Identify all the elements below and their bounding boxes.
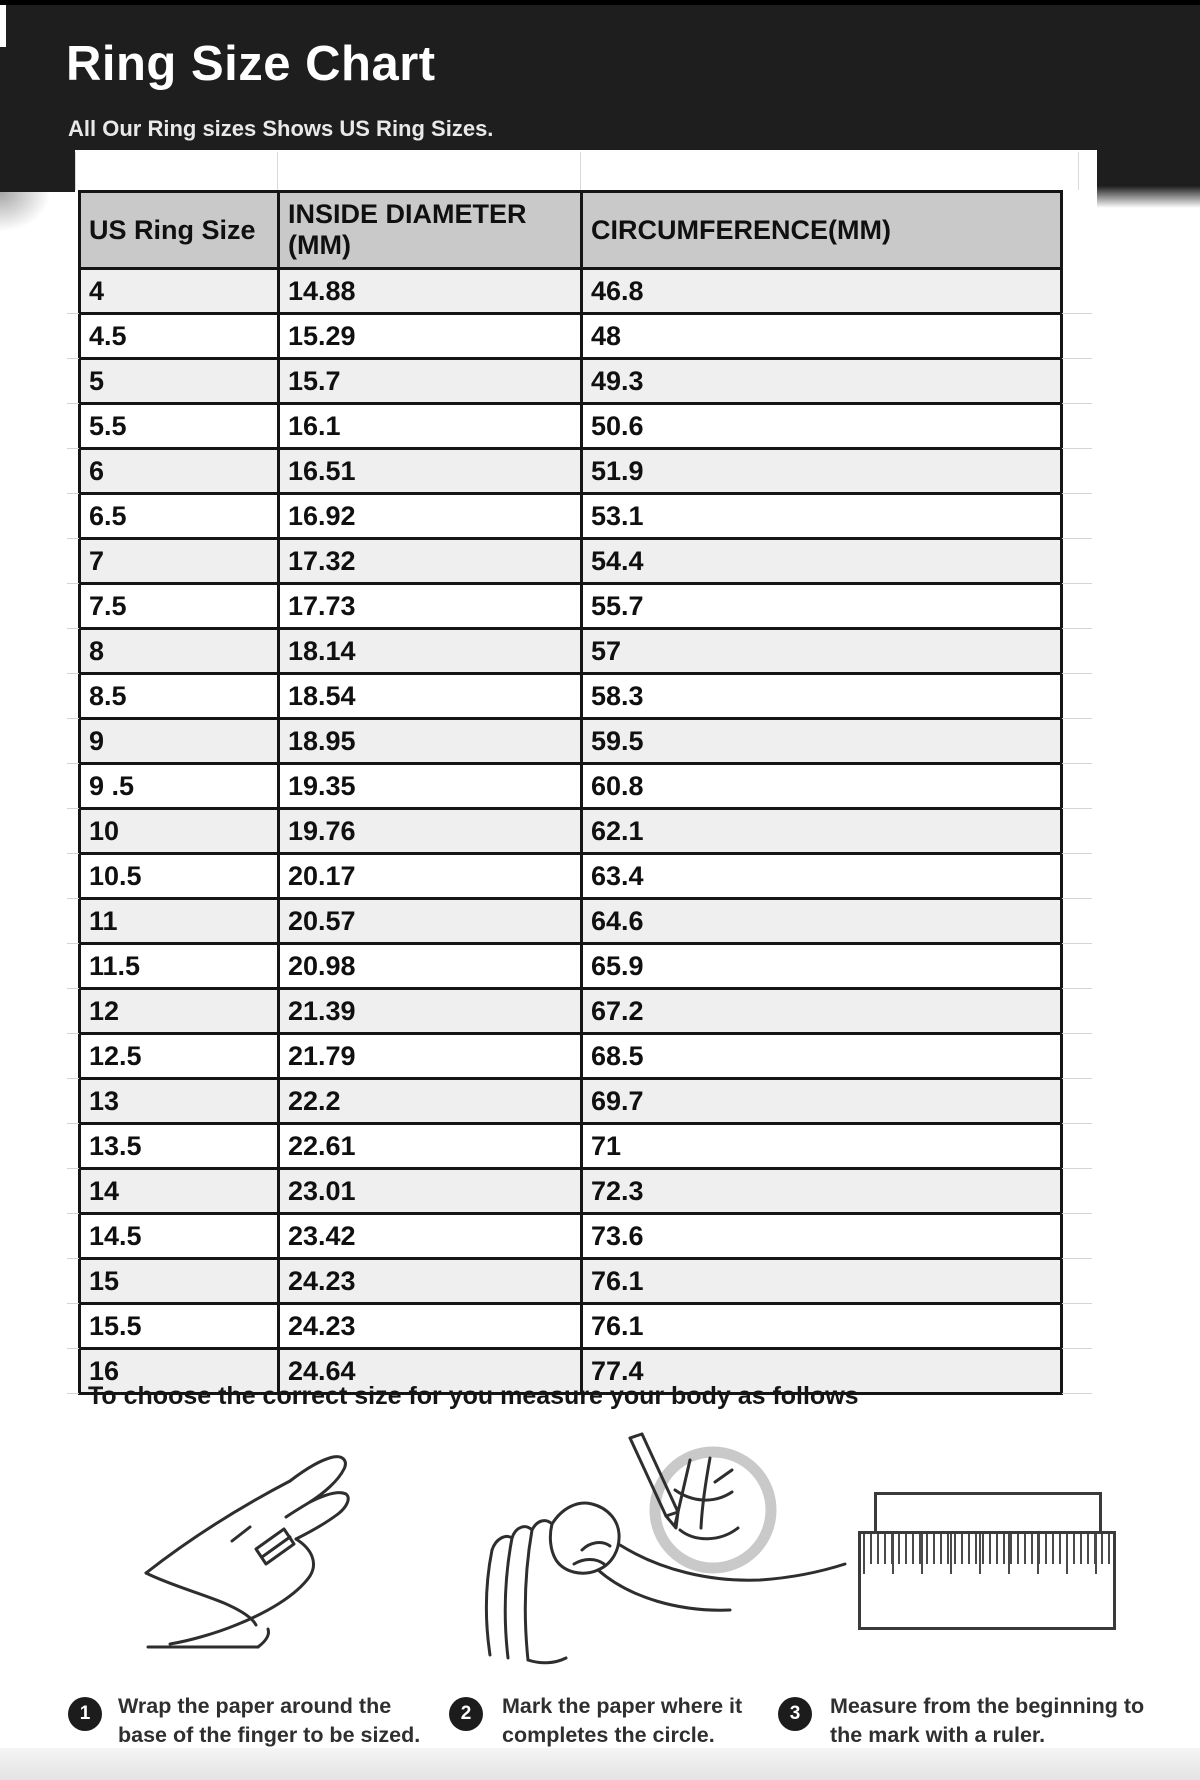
size-table-wrap bbox=[78, 190, 1060, 1395]
table-cell: 24.23 bbox=[279, 1259, 582, 1304]
table-cell: 7.5 bbox=[80, 584, 279, 629]
table-cell: 7 bbox=[80, 539, 279, 584]
table-row bbox=[80, 1169, 1062, 1214]
table-cell: 46.8 bbox=[582, 269, 1062, 314]
table-cell: 4 bbox=[80, 269, 279, 314]
table-cell: 24.64 bbox=[279, 1349, 582, 1394]
table-row bbox=[80, 989, 1062, 1034]
table-row bbox=[80, 539, 1062, 584]
table-cell: 14.88 bbox=[279, 269, 582, 314]
table-cell: 19.76 bbox=[279, 809, 582, 854]
table-cell: 55.7 bbox=[582, 584, 1062, 629]
table-row bbox=[80, 1214, 1062, 1259]
table-cell: 19.35 bbox=[279, 764, 582, 809]
grid-line bbox=[277, 152, 278, 190]
table-cell: 58.3 bbox=[582, 674, 1062, 719]
table-cell: 6 bbox=[80, 449, 279, 494]
table-cell: 15.29 bbox=[279, 314, 582, 359]
table-row bbox=[80, 1079, 1062, 1124]
column-header: INSIDE DIAMETER (MM) bbox=[279, 192, 582, 269]
table-cell: 64.6 bbox=[582, 899, 1062, 944]
table-cell: 16 bbox=[80, 1349, 279, 1394]
table-cell: 73.6 bbox=[582, 1214, 1062, 1259]
table-cell: 16.51 bbox=[279, 449, 582, 494]
table-cell: 9 .5 bbox=[80, 764, 279, 809]
grid-line bbox=[580, 152, 581, 190]
hand-with-paper-illustration bbox=[140, 1445, 385, 1680]
table-cell: 11 bbox=[80, 899, 279, 944]
table-cell: 60.8 bbox=[582, 764, 1062, 809]
table-cell: 14 bbox=[80, 1169, 279, 1214]
table-cell: 57 bbox=[582, 629, 1062, 674]
table-cell: 6.5 bbox=[80, 494, 279, 539]
table-cell: 18.54 bbox=[279, 674, 582, 719]
table-cell: 16.92 bbox=[279, 494, 582, 539]
banner-corner-smudge bbox=[0, 192, 70, 244]
table-row bbox=[80, 674, 1062, 719]
table-row bbox=[80, 854, 1062, 899]
table-cell: 12 bbox=[80, 989, 279, 1034]
table-row bbox=[80, 314, 1062, 359]
table-cell: 13 bbox=[80, 1079, 279, 1124]
table-cell: 15.7 bbox=[279, 359, 582, 404]
table-row bbox=[80, 359, 1062, 404]
step-2-line-2: completes the circle. bbox=[502, 1723, 715, 1747]
ruler-illustration bbox=[858, 1492, 1124, 1638]
table-cell: 4.5 bbox=[80, 314, 279, 359]
measure-intro-text: To choose the correct size for you measure your body as follows bbox=[88, 1382, 859, 1410]
table-cell: 20.98 bbox=[279, 944, 582, 989]
step-1-text bbox=[118, 1692, 420, 1750]
table-cell: 8.5 bbox=[80, 674, 279, 719]
hands-marking-with-pen-icon bbox=[470, 1430, 900, 1685]
table-row bbox=[80, 629, 1062, 674]
table-row bbox=[80, 1259, 1062, 1304]
step-2-badge: 2 bbox=[449, 1697, 483, 1731]
banner-right-extension bbox=[1097, 150, 1200, 208]
column-header: US Ring Size bbox=[80, 192, 279, 269]
table-cell: 5.5 bbox=[80, 404, 279, 449]
table-cell: 15 bbox=[80, 1259, 279, 1304]
ruler-tall-ticks bbox=[863, 1534, 1111, 1574]
step-2-text bbox=[502, 1692, 742, 1750]
ruler-icon bbox=[858, 1531, 1116, 1630]
table-row bbox=[80, 404, 1062, 449]
table-cell: 17.73 bbox=[279, 584, 582, 629]
table-cell: 71 bbox=[582, 1124, 1062, 1169]
table-cell: 51.9 bbox=[582, 449, 1062, 494]
table-cell: 18.14 bbox=[279, 629, 582, 674]
step-3-badge: 3 bbox=[778, 1697, 812, 1731]
table-cell: 23.42 bbox=[279, 1214, 582, 1259]
table-cell: 21.79 bbox=[279, 1034, 582, 1079]
table-cell: 54.4 bbox=[582, 539, 1062, 584]
table-row bbox=[80, 1124, 1062, 1169]
page-title: Ring Size Chart bbox=[66, 37, 436, 91]
table-cell: 8 bbox=[80, 629, 279, 674]
table-cell: 49.3 bbox=[582, 359, 1062, 404]
table-cell: 11.5 bbox=[80, 944, 279, 989]
step-3-line-1: Measure from the beginning to bbox=[830, 1694, 1145, 1718]
ring-size-table bbox=[78, 190, 1063, 1395]
table-cell: 59.5 bbox=[582, 719, 1062, 764]
table-cell: 18.95 bbox=[279, 719, 582, 764]
column-header: CIRCUMFERENCE(MM) bbox=[582, 192, 1062, 269]
table-cell: 53.1 bbox=[582, 494, 1062, 539]
top-black-bar bbox=[0, 0, 1200, 5]
table-cell: 63.4 bbox=[582, 854, 1062, 899]
table-cell: 48 bbox=[582, 314, 1062, 359]
table-cell: 23.01 bbox=[279, 1169, 582, 1214]
table-cell: 69.7 bbox=[582, 1079, 1062, 1124]
step-1-line-2: base of the finger to be sized. bbox=[118, 1723, 421, 1747]
table-cell: 21.39 bbox=[279, 989, 582, 1034]
table-cell: 5 bbox=[80, 359, 279, 404]
table-cell: 72.3 bbox=[582, 1169, 1062, 1214]
table-row bbox=[80, 1034, 1062, 1079]
table-cell: 17.32 bbox=[279, 539, 582, 584]
banner-white-notch bbox=[0, 5, 6, 47]
magnifier-ring bbox=[655, 1452, 771, 1568]
table-cell: 14.5 bbox=[80, 1214, 279, 1259]
mark-paper-illustration bbox=[470, 1430, 900, 1685]
table-cell: 50.6 bbox=[582, 404, 1062, 449]
step-1-badge: 1 bbox=[68, 1697, 102, 1731]
table-row bbox=[80, 1304, 1062, 1349]
step-2-line-1: Mark the paper where it bbox=[502, 1694, 743, 1718]
table-cell: 67.2 bbox=[582, 989, 1062, 1034]
table-row bbox=[80, 719, 1062, 764]
table-row bbox=[80, 944, 1062, 989]
grid-line bbox=[1078, 152, 1079, 190]
footer-strip bbox=[0, 1748, 1200, 1780]
header-banner bbox=[0, 0, 1200, 150]
grid-line bbox=[75, 152, 76, 190]
table-row bbox=[80, 494, 1062, 539]
table-row bbox=[80, 584, 1062, 629]
table-cell: 12.5 bbox=[80, 1034, 279, 1079]
table-cell: 10.5 bbox=[80, 854, 279, 899]
step-3-text bbox=[830, 1692, 1144, 1750]
table-cell: 77.4 bbox=[582, 1349, 1062, 1394]
hand-with-paper-icon bbox=[140, 1445, 385, 1680]
table-cell: 20.17 bbox=[279, 854, 582, 899]
table-row bbox=[80, 809, 1062, 854]
table-cell: 76.1 bbox=[582, 1304, 1062, 1349]
table-cell: 16.1 bbox=[279, 404, 582, 449]
table-row bbox=[80, 269, 1062, 314]
table-row bbox=[80, 764, 1062, 809]
table-cell: 24.23 bbox=[279, 1304, 582, 1349]
table-cell: 68.5 bbox=[582, 1034, 1062, 1079]
table-row bbox=[80, 449, 1062, 494]
table-header-row bbox=[80, 192, 1062, 269]
step-3-line-2: the mark with a ruler. bbox=[830, 1723, 1046, 1747]
table-cell: 20.57 bbox=[279, 899, 582, 944]
table-cell: 62.1 bbox=[582, 809, 1062, 854]
table-body bbox=[80, 269, 1062, 1394]
table-cell: 22.2 bbox=[279, 1079, 582, 1124]
step-1-line-1: Wrap the paper around the bbox=[118, 1694, 392, 1718]
table-cell: 9 bbox=[80, 719, 279, 764]
banner-left-extension bbox=[0, 150, 75, 192]
table-cell: 15.5 bbox=[80, 1304, 279, 1349]
table-cell: 65.9 bbox=[582, 944, 1062, 989]
table-row bbox=[80, 899, 1062, 944]
table-cell: 13.5 bbox=[80, 1124, 279, 1169]
table-cell: 76.1 bbox=[582, 1259, 1062, 1304]
table-cell: 10 bbox=[80, 809, 279, 854]
table-cell: 22.61 bbox=[279, 1124, 582, 1169]
page-subtitle: All Our Ring sizes Shows US Ring Sizes. bbox=[68, 116, 494, 141]
